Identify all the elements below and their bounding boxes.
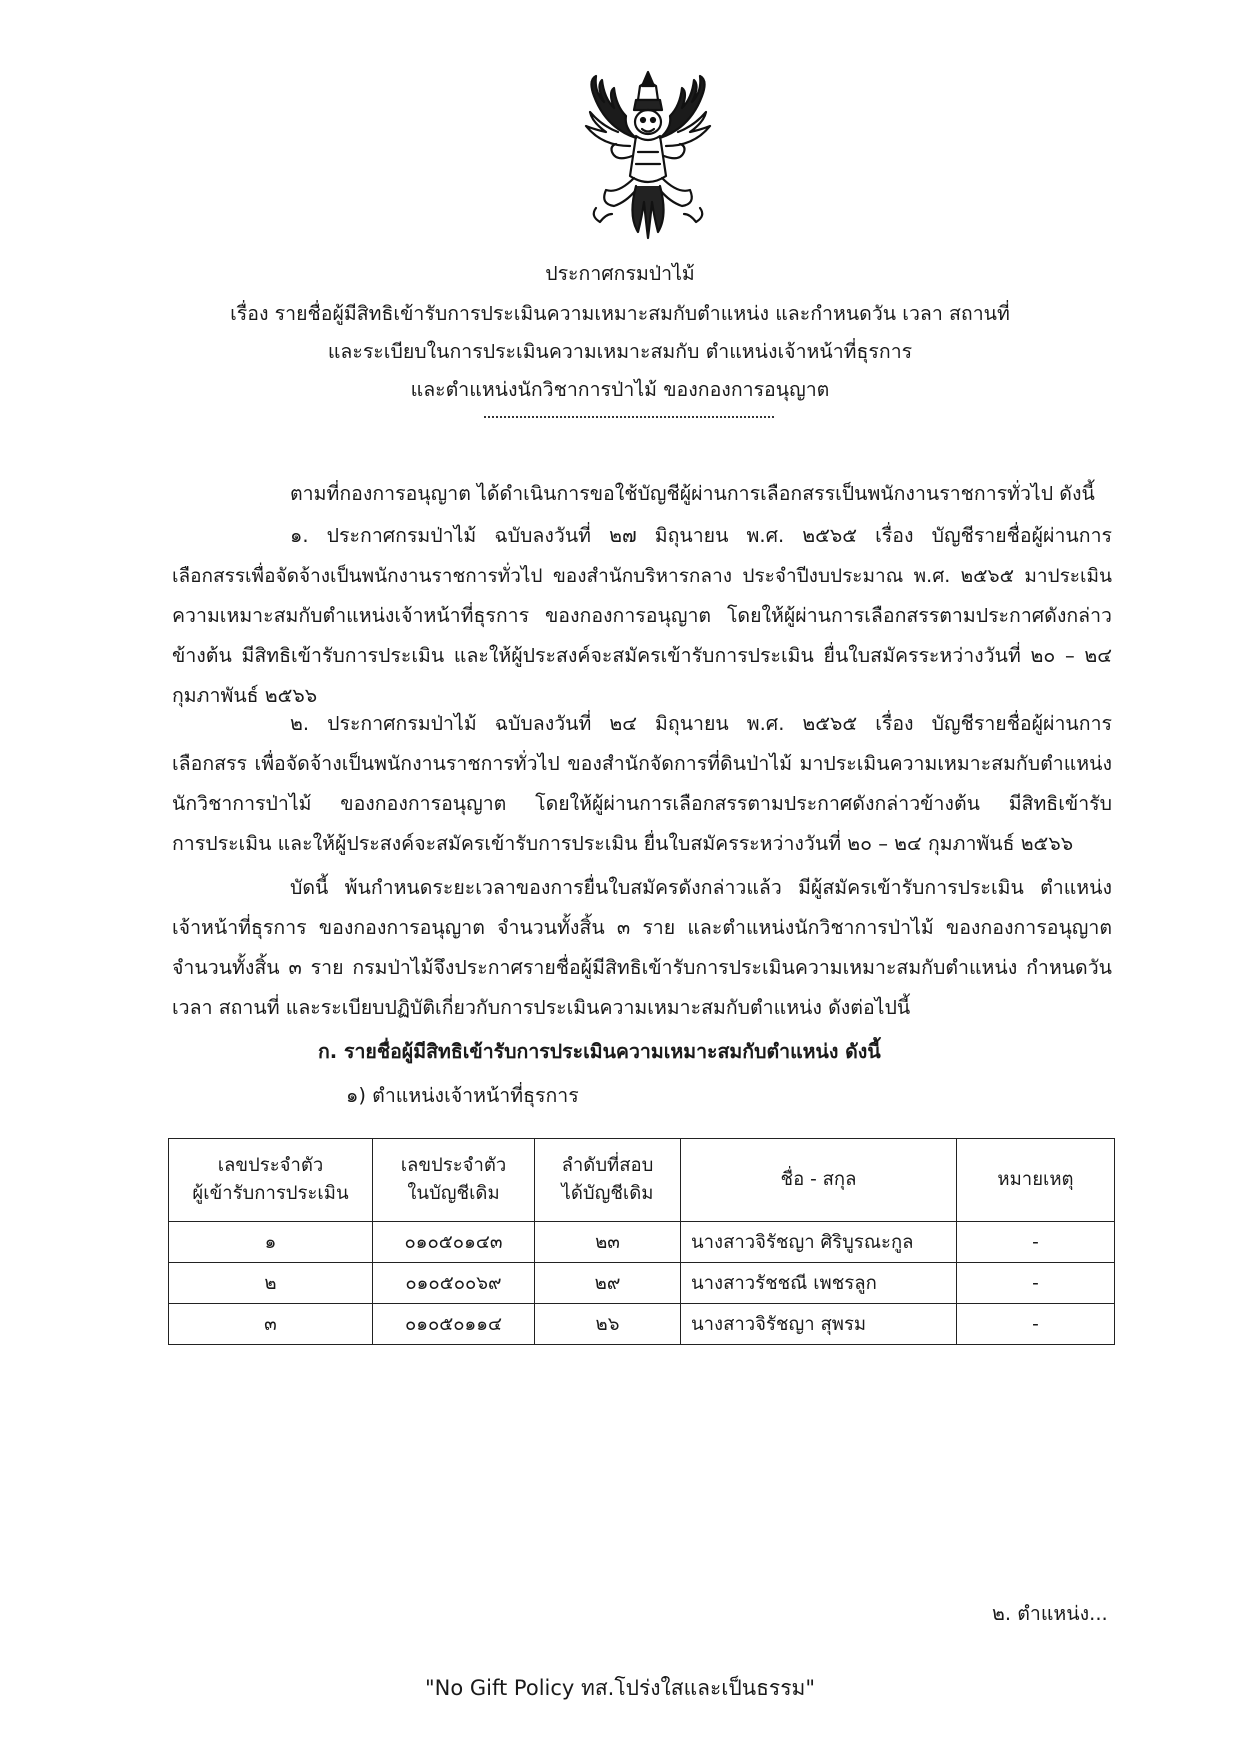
rank-cell: ๒๙ bbox=[535, 1263, 681, 1304]
para3-line-2: เจ้าหน้าที่ธุรการ ของกองการอนุญาต จำนวนทั้งสิ้น ๓ ราย และตำแหน่งนักวิชาการป่าไม้ ของกองการอนุญาต bbox=[172, 916, 1112, 939]
intro-paragraph: ตามที่กองการอนุญาต ได้ดำเนินการขอใช้บัญชีผู้ผ่านการเลือกสรรเป็นพนักงานราชการทั่วไป ดังนี้ bbox=[290, 482, 1095, 505]
table-row bbox=[169, 1263, 1115, 1304]
remarks-cell: - bbox=[957, 1263, 1115, 1304]
header-original-id: เลขประจำตัว ในบัญชีเดิม bbox=[373, 1139, 535, 1222]
item2-line-4: การประเมิน และให้ผู้ประสงค์จะสมัครเข้ารับการประเมิน ยื่นใบสมัครระหว่างวันที่ ๒๐ – ๒๔ กุมภาพันธ์ ๒๕๖๖ bbox=[172, 832, 1074, 855]
table-header-row bbox=[169, 1139, 1115, 1222]
header-full-name: ชื่อ - สกุล bbox=[681, 1139, 957, 1222]
item1-line-5: กุมภาพันธ์ ๒๕๖๖ bbox=[172, 684, 318, 707]
item1-line-4: ข้างต้น มีสิทธิเข้ารับการประเมิน และให้ผู้ประสงค์จะสมัครเข้ารับการประเมิน ยื่นใบสมัครระหว่างวันที่ ๒๐ – ๒๔ bbox=[172, 644, 1112, 667]
original-id-cell: ๐๑๐๕๐๑๔๓ bbox=[373, 1222, 535, 1263]
header-applicant-id: เลขประจำตัว ผู้เข้ารับการประเมิน bbox=[169, 1139, 373, 1222]
continuation-note: ๒. ตำแหน่ง... bbox=[992, 1602, 1108, 1625]
dotted-divider bbox=[484, 416, 774, 418]
candidates-table bbox=[168, 1138, 1115, 1345]
item2-line-1: ๒. ประกาศกรมป่าไม้ ฉบับลงวันที่ ๒๔ มิถุนายน พ.ศ. ๒๕๖๕ เรื่อง บัญชีรายชื่อผู้ผ่านการ bbox=[290, 712, 1112, 735]
rank-cell: ๒๓ bbox=[535, 1222, 681, 1263]
applicant-id-cell: ๑ bbox=[169, 1222, 373, 1263]
remarks-cell: - bbox=[957, 1222, 1115, 1263]
footer-policy: "No Gift Policy ทส.โปร่งใสและเป็นธรรม" bbox=[425, 1676, 815, 1700]
item2-line-2: เลือกสรร เพื่อจัดจ้างเป็นพนักงานราชการทั่วไป ของสำนักจัดการที่ดินป่าไม้ มาประเมินความเหมาะสมกับตำแหน่ง bbox=[172, 752, 1112, 775]
para3-line-3: จำนวนทั้งสิ้น ๓ ราย กรมป่าไม้จึงประกาศรายชื่อผู้มีสิทธิเข้ารับการประเมินความเหมาะสมกับตำแหน่ง กำหนดวัน bbox=[172, 956, 1112, 979]
header-original-rank: ลำดับที่สอบ ได้บัญชีเดิม bbox=[535, 1139, 681, 1222]
name-cell: นางสาวรัชชณี เพชรลูก bbox=[681, 1263, 957, 1304]
subject-line-2: และระเบียบในการประเมินความเหมาะสมกับ ตำแหน่งเจ้าหน้าที่ธุรการ bbox=[327, 340, 913, 363]
name-cell: นางสาวจิรัชญา สุพรม bbox=[681, 1304, 957, 1345]
para3-line-1: บัดนี้ พ้นกำหนดระยะเวลาของการยื่นใบสมัครดังกล่าวแล้ว มีผู้สมัครเข้ารับการประเมิน ตำแหน่ง bbox=[290, 876, 1112, 899]
garuda-emblem-icon bbox=[566, 66, 730, 244]
section-a-heading: ก. รายชื่อผู้มีสิทธิเข้ารับการประเมินความเหมาะสมกับตำแหน่ง ดังนี้ bbox=[318, 1040, 881, 1063]
item1-line-2: เลือกสรรเพื่อจัดจ้างเป็นพนักงานราชการทั่วไป ของสำนักบริหารกลาง ประจำปีงบประมาณ พ.ศ. ๒๕๖๕ มาประเมิน bbox=[172, 565, 1112, 587]
original-id-cell: ๐๑๐๕๐๑๑๔ bbox=[373, 1304, 535, 1345]
subject-line-3: และตำแหน่งนักวิชาการป่าไม้ ของกองการอนุญาต bbox=[410, 378, 830, 401]
item1-line-3: ความเหมาะสมกับตำแหน่งเจ้าหน้าที่ธุรการ ของกองการอนุญาต โดยให้ผู้ผ่านการเลือกสรรตามประกาศดังกล่าว bbox=[172, 604, 1112, 627]
name-cell: นางสาวจิรัชญา ศิริบูรณะกูล bbox=[681, 1222, 957, 1263]
item2-line-3: นักวิชาการป่าไม้ ของกองการอนุญาต โดยให้ผู้ผ่านการเลือกสรรตามประกาศดังกล่าวข้างต้น มีสิทธิเข้ารับ bbox=[172, 792, 1112, 815]
original-id-cell: ๐๑๐๕๐๐๖๙ bbox=[373, 1263, 535, 1304]
table-row bbox=[169, 1304, 1115, 1345]
remarks-cell: - bbox=[957, 1304, 1115, 1345]
table-row bbox=[169, 1222, 1115, 1263]
rank-cell: ๒๖ bbox=[535, 1304, 681, 1345]
subject-line-1: เรื่อง รายชื่อผู้มีสิทธิเข้ารับการประเมินความเหมาะสมกับตำแหน่ง และกำหนดวัน เวลา สถานที่ bbox=[230, 302, 1010, 325]
para3-line-4: เวลา สถานที่ และระเบียบปฏิบัติเกี่ยวกับการประเมินความเหมาะสมกับตำแหน่ง ดังต่อไปนี้ bbox=[172, 996, 911, 1019]
document-title: ประกาศกรมป่าไม้ bbox=[545, 262, 695, 285]
item1-line-1: ๑. ประกาศกรมป่าไม้ ฉบับลงวันที่ ๒๗ มิถุนายน พ.ศ. ๒๕๖๕ เรื่อง บัญชีรายชื่อผู้ผ่านการ bbox=[290, 524, 1112, 547]
applicant-id-cell: ๒ bbox=[169, 1263, 373, 1304]
applicant-id-cell: ๓ bbox=[169, 1304, 373, 1345]
header-remarks: หมายเหตุ bbox=[957, 1139, 1115, 1222]
position-1-label: ๑) ตำแหน่งเจ้าหน้าที่ธุรการ bbox=[346, 1084, 579, 1107]
